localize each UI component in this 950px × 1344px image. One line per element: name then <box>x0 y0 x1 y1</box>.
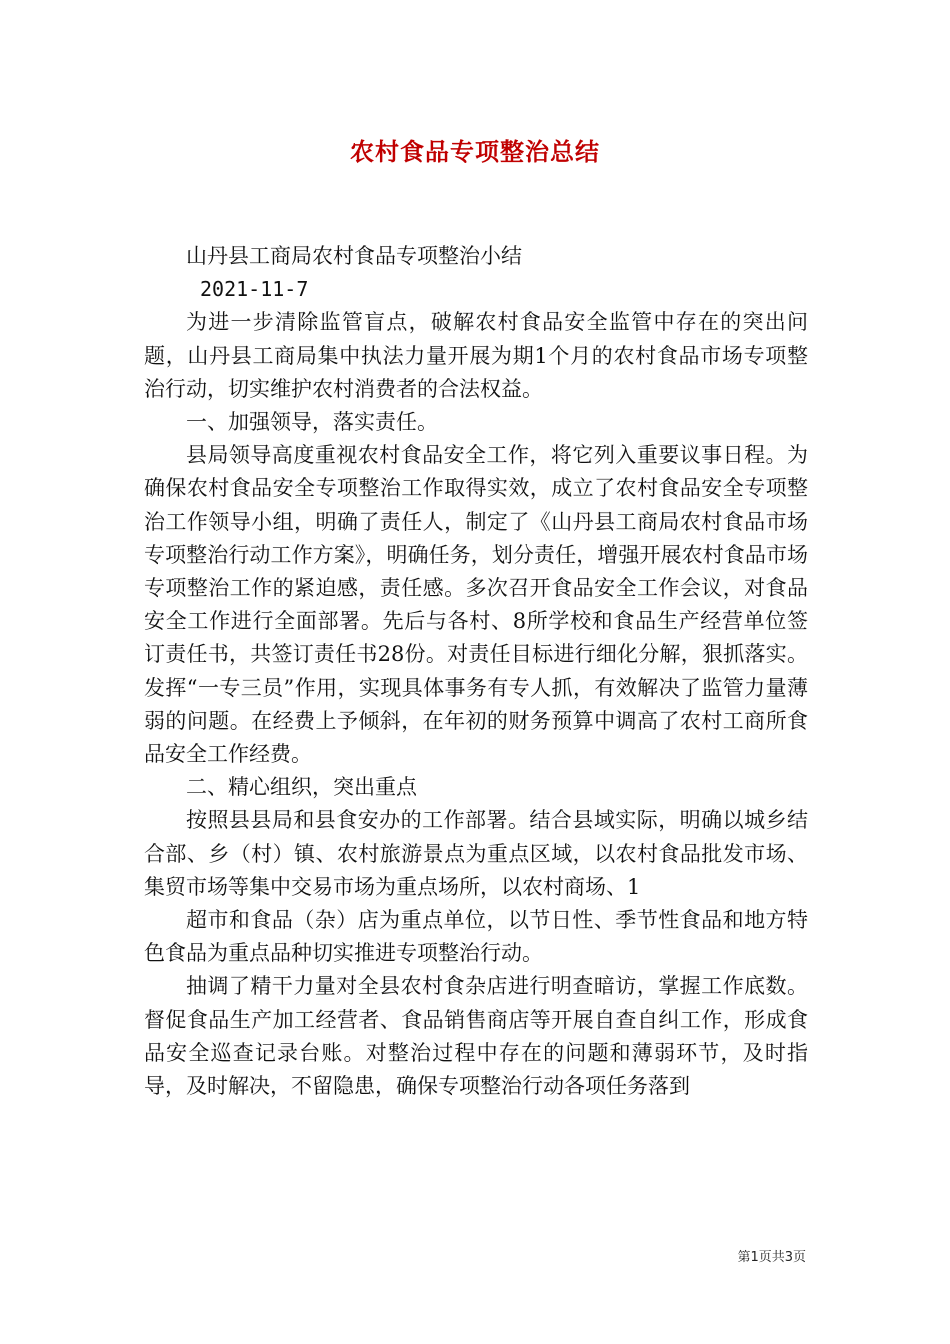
body-paragraph: 为进一步清除监管盲点，破解农村食品安全监管中存在的突出问题，山丹县工商局集中执法力量开展为期1个月的农村食品市场专项整治行动，切实维护农村消费者的合法权益。 <box>144 310 808 401</box>
subtitle-paragraph: 山丹县工商局农村食品专项整治小结 <box>186 244 522 268</box>
document-title: 农村食品专项整治总结 <box>350 138 600 166</box>
body-paragraph: 按照县县局和县食安办的工作部署。结合县域实际，明确以城乡结合部、乡（村）镇、农村旅游景点为重点区域，以农村食品批发市场、集贸市场等集中交易市场为重点场所，以农村商场、1 <box>144 808 808 899</box>
page-number-footer: 第1页共3页 <box>737 1250 806 1265</box>
section-heading: 二、精心组织，突出重点 <box>186 775 417 800</box>
body-paragraph: 抽调了精干力量对全县农村食杂店进行明查暗访，掌握工作底数。督促食品生产加工经营者、食品销售商店等开展自查自纠工作，形成食品安全巡查记录台账。对整治过程中存在的问题和薄弱环节，及时指导，及时解决，不留隐患，确保专项整治行动各项任务落到 <box>144 974 808 1099</box>
body-paragraph: 超市和食品（杂）店为重点单位，以节日性、季节性食品和地方特色食品为重点品种切实推进专项整治行动。 <box>144 908 808 966</box>
document-body <box>144 240 808 1103</box>
body-paragraph: 县局领导高度重视农村食品安全工作，将它列入重要议事日程。为确保农村食品安全专项整治工作取得实效，成立了农村食品安全专项整治工作领导小组，明确了责任人，制定了《山丹县工商局农村食品市场专项整治行动工作方案》，明确任务，划分责任，增强开展农村食品市场专项整治工作的紧迫感，责任感。多次召开食品安全工作会议，对食品安全工作进行全面部署。先后与各村、8所学校和食品生产经营单位签订责任书，共签订责任书28份。对责任目标进行细化分解，狠抓落实。发挥“一专三员”作用，实现具体事务有专人抓，有效解决了监管力量薄弱的问题。在经费上予倾斜，在年初的财务预算中调高了农村工商所食品安全工作经费。 <box>144 443 808 767</box>
section-heading: 一、加强领导，落实责任。 <box>186 410 438 435</box>
date-paragraph: 2021-11-7 <box>200 277 309 302</box>
